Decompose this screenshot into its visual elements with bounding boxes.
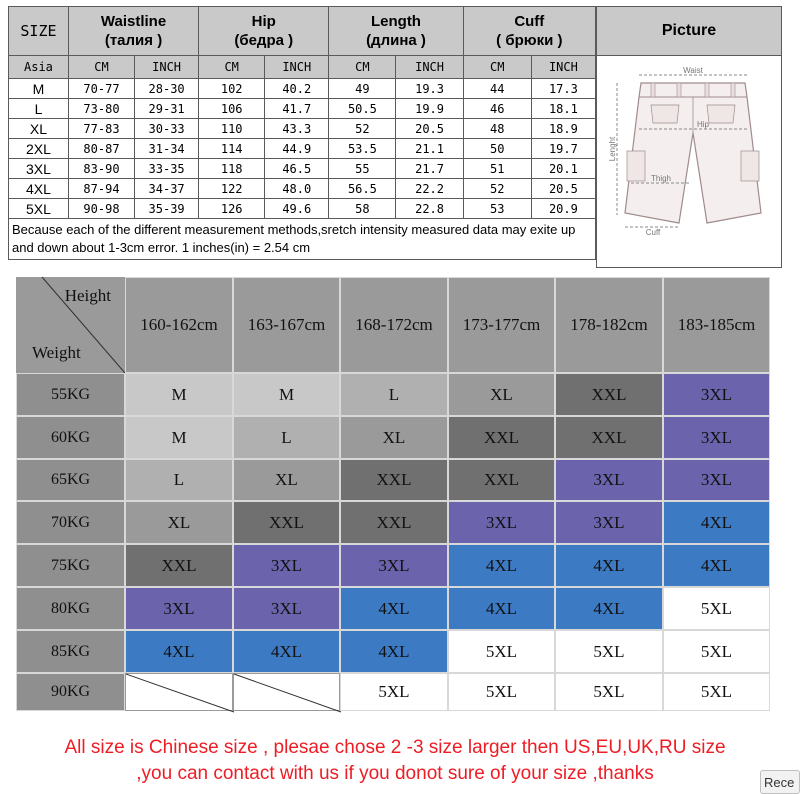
footer-note-line-2: ,you can contact with us if you donot sure of your size ,thanks xyxy=(136,763,654,784)
size-cell: 3XL xyxy=(663,373,770,416)
size-cell: 4XL xyxy=(340,587,448,630)
unit-row xyxy=(9,56,596,79)
size-cell: 4XL xyxy=(233,630,340,673)
empty-size-cell xyxy=(233,673,340,711)
measurement-cell: 20.5 xyxy=(531,179,595,199)
size-cell: XXL xyxy=(125,544,233,587)
height-header-cell: 173-177cm xyxy=(448,277,555,373)
measurement-cell: 21.1 xyxy=(396,139,463,159)
grid-corner-header xyxy=(16,277,125,373)
measurement-cell: 50 xyxy=(463,139,531,159)
size-cell: 5XL xyxy=(555,673,663,711)
size-row xyxy=(9,179,596,199)
size-cell: XL xyxy=(340,416,448,459)
measurement-cell: 58 xyxy=(329,199,396,219)
measurement-cell: 44.9 xyxy=(265,139,329,159)
size-name-cell: XL xyxy=(9,119,69,139)
cuff-label: Cuff xyxy=(645,228,661,237)
measurement-cell: 20.5 xyxy=(396,119,463,139)
height-header-cell: 160-162cm xyxy=(125,277,233,373)
waist-label: Waist xyxy=(683,66,703,75)
note-row xyxy=(9,219,596,260)
size-cell: XXL xyxy=(340,459,448,501)
measurement-cell: 118 xyxy=(199,159,265,179)
size-cell: M xyxy=(125,416,233,459)
size-cell: 3XL xyxy=(555,459,663,501)
height-header-cell: 183-185cm xyxy=(663,277,770,373)
cuff-subtitle: ( брюки ) xyxy=(496,32,563,49)
waistline-header xyxy=(68,7,198,56)
unit-cell: CM xyxy=(463,56,531,79)
unit-cell: INCH xyxy=(396,56,463,79)
size-cell: 5XL xyxy=(663,673,770,711)
size-column-header: SIZE xyxy=(9,7,69,56)
size-name-cell: 3XL xyxy=(9,159,69,179)
size-cell: L xyxy=(233,416,340,459)
measurement-cell: 126 xyxy=(199,199,265,219)
measurement-cell: 29-31 xyxy=(135,99,199,119)
measurement-cell: 106 xyxy=(199,99,265,119)
unit-cell: INCH xyxy=(135,56,199,79)
size-cell: 5XL xyxy=(448,630,555,673)
measurement-cell: 102 xyxy=(199,79,265,99)
measurement-cell: 31-34 xyxy=(135,139,199,159)
measurement-note: Because each of the different measurement methods,sretch intensity measured data may exite up and down about 1-3cm error. 1 inches(in) = 2.54 cm xyxy=(9,219,596,260)
size-cell: M xyxy=(125,373,233,416)
measurement-cell: 70-77 xyxy=(68,79,134,99)
size-row xyxy=(9,119,596,139)
measurement-cell: 43.3 xyxy=(265,119,329,139)
unit-cell: INCH xyxy=(531,56,595,79)
size-cell: 3XL xyxy=(233,544,340,587)
size-cell: 5XL xyxy=(340,673,448,711)
measurement-cell: 114 xyxy=(199,139,265,159)
measurement-cell: 21.7 xyxy=(396,159,463,179)
size-cell: 4XL xyxy=(555,587,663,630)
measurement-cell: 110 xyxy=(199,119,265,139)
size-name-cell: 4XL xyxy=(9,179,69,199)
measurement-cell: 48 xyxy=(463,119,531,139)
measurement-cell: 30-33 xyxy=(135,119,199,139)
weight-header-cell: 55KG xyxy=(16,373,125,416)
measurement-cell: 87-94 xyxy=(68,179,134,199)
unit-cell: Asia xyxy=(9,56,69,79)
size-cell: XL xyxy=(233,459,340,501)
size-cell: 4XL xyxy=(663,501,770,544)
measurement-cell: 19.9 xyxy=(396,99,463,119)
measurement-cell: 53 xyxy=(463,199,531,219)
weight-axis-label: Weight xyxy=(32,343,81,362)
measurement-cell: 46.5 xyxy=(265,159,329,179)
unit-cell: CM xyxy=(329,56,396,79)
measurement-cell: 56.5 xyxy=(329,179,396,199)
measurement-cell: 50.5 xyxy=(329,99,396,119)
hip-subtitle: (бедра ) xyxy=(234,32,294,49)
size-rows xyxy=(9,79,596,219)
hip-label: Hip xyxy=(697,120,710,129)
picture-title: Picture xyxy=(597,7,781,56)
size-cell: 5XL xyxy=(663,630,770,673)
height-header-cell: 163-167cm xyxy=(233,277,340,373)
hip-header xyxy=(199,7,329,56)
length-title: Length xyxy=(370,13,421,30)
measurement-cell: 53.5 xyxy=(329,139,396,159)
length-header xyxy=(329,7,463,56)
size-row xyxy=(9,139,596,159)
weight-header-cell: 60KG xyxy=(16,416,125,459)
size-cell: 4XL xyxy=(555,544,663,587)
size-row xyxy=(9,159,596,179)
measurement-cell: 80-87 xyxy=(68,139,134,159)
size-name-cell: 5XL xyxy=(9,199,69,219)
measurement-cell: 18.9 xyxy=(531,119,595,139)
height-header-cell: 178-182cm xyxy=(555,277,663,373)
weight-header-cell: 80KG xyxy=(16,587,125,630)
size-row xyxy=(9,199,596,219)
size-cell: 5XL xyxy=(663,587,770,630)
size-cell: M xyxy=(233,373,340,416)
unit-cell: CM xyxy=(68,56,134,79)
size-cell: XXL xyxy=(340,501,448,544)
size-cell: XL xyxy=(125,501,233,544)
measurement-cell: 73-80 xyxy=(68,99,134,119)
size-cell: XXL xyxy=(555,416,663,459)
size-cell: XXL xyxy=(233,501,340,544)
size-cell: 3XL xyxy=(448,501,555,544)
size-measurement-table xyxy=(8,6,596,260)
measurement-cell: 49.6 xyxy=(265,199,329,219)
size-cell: XXL xyxy=(448,459,555,501)
weight-header-cell: 85KG xyxy=(16,630,125,673)
measurement-cell: 22.2 xyxy=(396,179,463,199)
measurement-cell: 18.1 xyxy=(531,99,595,119)
diagonal-strike xyxy=(126,674,234,712)
weight-header-cell: 70KG xyxy=(16,501,125,544)
measurement-cell: 52 xyxy=(463,179,531,199)
size-cell: XL xyxy=(448,373,555,416)
measurement-cell: 122 xyxy=(199,179,265,199)
size-cell: 4XL xyxy=(448,587,555,630)
measurement-cell: 20.1 xyxy=(531,159,595,179)
measurement-cell: 19.7 xyxy=(531,139,595,159)
unit-cell: INCH xyxy=(265,56,329,79)
height-axis-label: Height xyxy=(64,286,111,305)
measurement-cell: 35-39 xyxy=(135,199,199,219)
shorts-diagram xyxy=(607,63,773,253)
empty-size-cell xyxy=(125,673,233,711)
measurement-cell: 33-35 xyxy=(135,159,199,179)
size-cell: 3XL xyxy=(663,459,770,501)
measurement-cell: 20.9 xyxy=(531,199,595,219)
size-cell: XXL xyxy=(448,416,555,459)
size-cell: 3XL xyxy=(125,587,233,630)
weight-header-cell: 65KG xyxy=(16,459,125,501)
size-cell: 3XL xyxy=(555,501,663,544)
measurement-cell: 77-83 xyxy=(68,119,134,139)
measurement-cell: 48.0 xyxy=(265,179,329,199)
size-cell: 4XL xyxy=(663,544,770,587)
measurement-cell: 83-90 xyxy=(68,159,134,179)
thigh-label: Thigh xyxy=(650,174,672,183)
size-cell: 3XL xyxy=(663,416,770,459)
size-cell: XXL xyxy=(555,373,663,416)
size-cell: 3XL xyxy=(340,544,448,587)
size-cell: 4XL xyxy=(448,544,555,587)
cuff-title: Cuff xyxy=(514,13,545,30)
size-name-cell: M xyxy=(9,79,69,99)
footer-note-line-1: All size is Chinese size , plesae chose 2 -3 size larger then US,EU,UK,RU size xyxy=(64,737,726,758)
measurement-cell: 41.7 xyxy=(265,99,329,119)
size-cell: L xyxy=(125,459,233,501)
length-subtitle: (длина ) xyxy=(366,32,426,49)
size-row xyxy=(9,79,596,99)
size-name-cell: L xyxy=(9,99,69,119)
measurement-cell: 28-30 xyxy=(135,79,199,99)
size-cell: 4XL xyxy=(340,630,448,673)
waistline-title: Waistline xyxy=(100,13,167,30)
hip-title: Hip xyxy=(251,13,276,30)
size-name-cell: 2XL xyxy=(9,139,69,159)
length-label: Lenght xyxy=(608,136,617,162)
measurement-cell: 52 xyxy=(329,119,396,139)
recent-tab[interactable]: Rece xyxy=(760,770,800,794)
size-row xyxy=(9,99,596,119)
size-cell: 5XL xyxy=(555,630,663,673)
weight-header-cell: 75KG xyxy=(16,544,125,587)
size-table-header xyxy=(9,7,596,56)
height-weight-size-grid xyxy=(16,277,770,707)
measurement-cell: 51 xyxy=(463,159,531,179)
unit-cell: CM xyxy=(199,56,265,79)
waistline-subtitle: (талия ) xyxy=(104,32,163,49)
measurement-cell: 34-37 xyxy=(135,179,199,199)
cuff-header xyxy=(463,7,595,56)
size-cell: 3XL xyxy=(233,587,340,630)
measurement-cell: 17.3 xyxy=(531,79,595,99)
measurement-cell: 44 xyxy=(463,79,531,99)
size-cell: 5XL xyxy=(448,673,555,711)
measurement-cell: 40.2 xyxy=(265,79,329,99)
measurement-cell: 22.8 xyxy=(396,199,463,219)
height-header-cell: 168-172cm xyxy=(340,277,448,373)
weight-header-cell: 90KG xyxy=(16,673,125,711)
measurement-cell: 19.3 xyxy=(396,79,463,99)
measurement-cell: 49 xyxy=(329,79,396,99)
size-cell: L xyxy=(340,373,448,416)
measurement-cell: 46 xyxy=(463,99,531,119)
measurement-cell: 90-98 xyxy=(68,199,134,219)
picture-panel xyxy=(596,6,782,268)
measurement-cell: 55 xyxy=(329,159,396,179)
size-cell: 4XL xyxy=(125,630,233,673)
diagonal-strike xyxy=(234,674,341,712)
